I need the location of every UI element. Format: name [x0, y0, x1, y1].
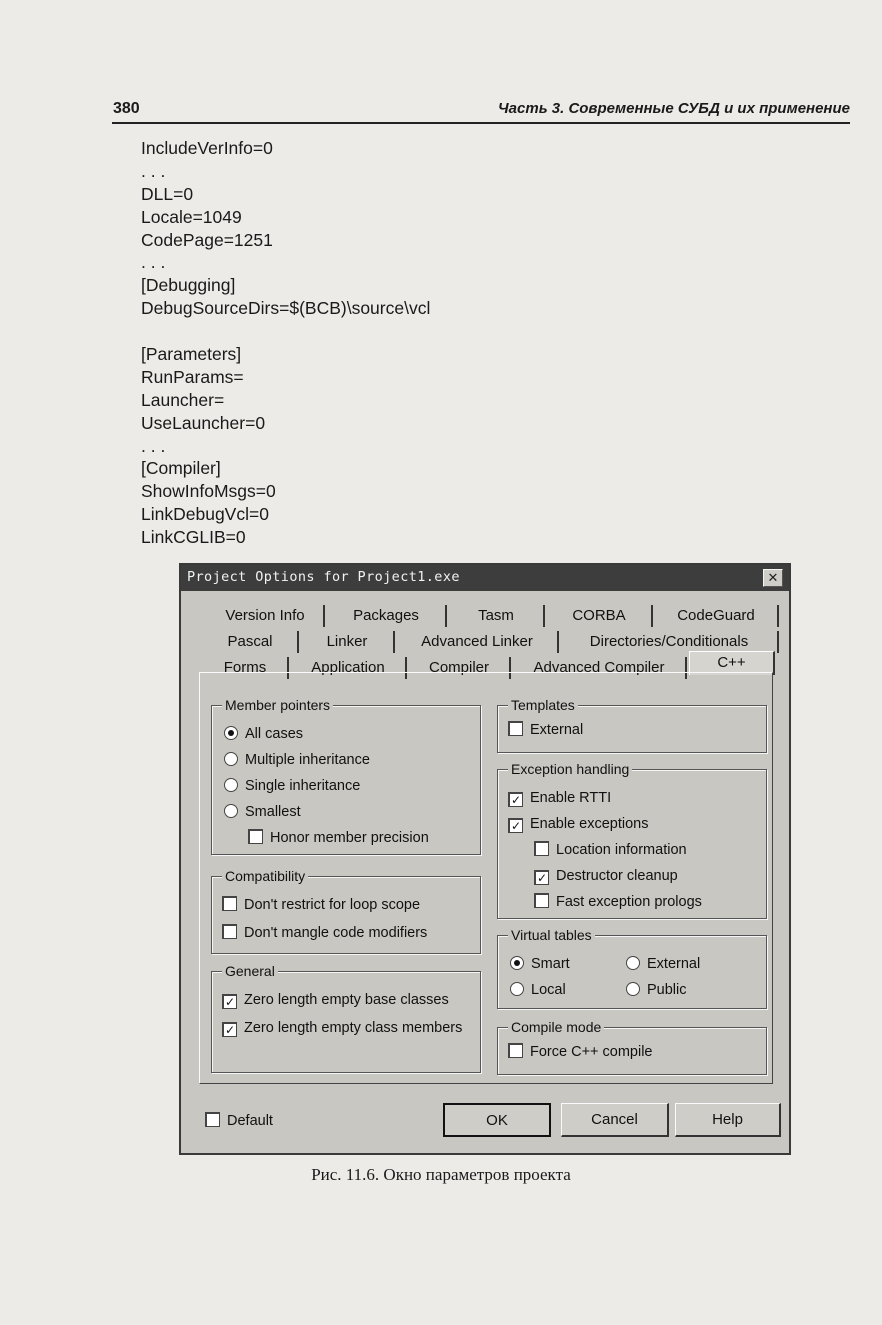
tab-compiler[interactable]: Compiler [409, 657, 511, 679]
radio-icon [510, 982, 524, 996]
checkbox-icon [205, 1112, 220, 1127]
compatibility-title: Compatibility [222, 867, 308, 885]
cancel-button[interactable]: Cancel [561, 1103, 669, 1137]
checkbox-label: Zero length empty base classes [244, 992, 449, 1008]
page-number: 380 [113, 100, 140, 117]
radio-icon [626, 956, 640, 970]
checkbox-templates-external[interactable] [508, 720, 583, 740]
code-line: LinkCGLIB=0 [141, 527, 246, 548]
checkbox-label: Fast exception prologs [556, 894, 702, 910]
checkbox-icon [534, 893, 549, 908]
code-line: DLL=0 [141, 183, 194, 204]
exception-handling-group [497, 761, 767, 919]
checkbox-force-cpp-compile[interactable] [508, 1042, 653, 1062]
tab-codeguard[interactable]: CodeGuard [655, 605, 779, 627]
checkbox-checked-icon: ✓ [508, 792, 523, 807]
radio-label: Multiple inheritance [245, 752, 370, 768]
checkbox-label: Enable RTTI [530, 790, 612, 806]
checkbox-checked-icon: ✓ [222, 994, 237, 1009]
running-header: Часть 3. Современные СУБД и их применение [498, 100, 850, 117]
radio-icon [626, 982, 640, 996]
code-line: IncludeVerInfo=0 [141, 138, 273, 158]
radio-public[interactable] [626, 980, 687, 1000]
general-title: General [222, 962, 278, 980]
checkbox-dont-mangle-code-modifiers[interactable] [222, 923, 427, 943]
checkbox-icon [534, 841, 549, 856]
code-line: CodePage=1251 [141, 229, 273, 250]
radio-external[interactable] [626, 954, 700, 974]
tab-corba[interactable]: CORBA [547, 605, 653, 627]
radio-icon [224, 778, 238, 792]
radio-selected-icon [224, 726, 238, 740]
radio-label: Public [647, 982, 687, 998]
tab-linker[interactable]: Linker [301, 631, 395, 653]
header-rule [112, 122, 850, 124]
radio-label: Single inheritance [245, 778, 361, 794]
tab-packages[interactable]: Packages [327, 605, 447, 627]
checkbox-label: Destructor cleanup [556, 868, 678, 884]
project-options-dialog [179, 563, 791, 1155]
code-line: Locale=1049 [141, 206, 242, 227]
checkbox-label: Don't restrict for loop scope [244, 897, 421, 913]
compile-mode-title: Compile mode [508, 1018, 604, 1036]
checkbox-fast-exception-prologs[interactable] [534, 892, 702, 912]
checkbox-enable-rtti[interactable] [508, 788, 611, 808]
close-icon: ✕ [767, 570, 779, 585]
tab-tasm[interactable]: Tasm [449, 605, 545, 627]
checkbox-location-information[interactable] [534, 840, 687, 860]
compile-mode-group [497, 1019, 767, 1075]
virtual-tables-title: Virtual tables [508, 926, 595, 944]
checkbox-checked-icon: ✓ [534, 870, 549, 885]
checkbox-destructor-cleanup[interactable] [534, 866, 678, 886]
checkbox-default[interactable] [205, 1111, 273, 1131]
radio-label: Smallest [245, 804, 301, 820]
tab-advanced-compiler[interactable]: Advanced Compiler [513, 657, 687, 679]
checkbox-label: Default [227, 1113, 273, 1129]
radio-icon [224, 752, 238, 766]
templates-title: Templates [508, 696, 578, 714]
code-line: ShowInfoMsgs=0 [141, 481, 276, 502]
checkbox-label: Force C++ compile [530, 1044, 653, 1060]
checkbox-icon [508, 721, 523, 736]
checkbox-label: Don't mangle code modifiers [244, 925, 428, 941]
code-line: Launcher= [141, 389, 225, 410]
radio-selected-icon [510, 956, 524, 970]
tab-cpp[interactable]: C++ [689, 651, 775, 675]
code-line: [Debugging] [141, 275, 236, 296]
close-button[interactable] [763, 569, 783, 587]
member-pointers-title: Member pointers [222, 696, 333, 714]
checkbox-label: External [530, 722, 584, 738]
virtual-tables-group [497, 927, 767, 1009]
code-line: . . . [141, 252, 166, 273]
tab-advanced-linker[interactable]: Advanced Linker [397, 631, 559, 653]
code-line: . . . [141, 435, 166, 456]
radio-smart[interactable] [510, 954, 570, 974]
checkbox-icon [508, 1043, 523, 1058]
checkbox-label: Zero length empty class members [244, 1020, 463, 1036]
checkbox-label: Honor member precision [270, 830, 429, 846]
exception-handling-title: Exception handling [508, 760, 632, 778]
radio-icon [224, 804, 238, 818]
ok-button[interactable]: OK [443, 1103, 551, 1137]
radio-label: Smart [531, 956, 570, 972]
checkbox-dont-restrict-loop-scope[interactable] [222, 895, 420, 915]
code-line: UseLauncher=0 [141, 412, 266, 433]
checkbox-enable-exceptions[interactable] [508, 814, 649, 834]
checkbox-zero-length-base-classes[interactable] [222, 990, 449, 1010]
radio-multiple-inheritance[interactable] [224, 750, 370, 770]
member-pointers-group [211, 697, 481, 855]
tab-forms[interactable]: Forms [203, 657, 289, 679]
radio-label: Local [531, 982, 566, 998]
tab-pascal[interactable]: Pascal [203, 631, 299, 653]
checkbox-icon [248, 829, 263, 844]
checkbox-checked-icon: ✓ [222, 1022, 237, 1037]
checkbox-checked-icon: ✓ [508, 818, 523, 833]
radio-single-inheritance[interactable] [224, 776, 360, 796]
code-line [141, 320, 430, 343]
code-line: [Compiler] [141, 458, 221, 479]
templates-group [497, 697, 767, 753]
code-line: [Parameters] [141, 344, 242, 365]
radio-all-cases[interactable] [224, 724, 303, 744]
checkbox-honor-member-precision[interactable] [248, 828, 429, 848]
code-line: . . . [141, 160, 166, 181]
figure-caption: Рис. 11.6. Окно параметров проекта [311, 1165, 571, 1184]
checkbox-label: Location information [556, 842, 687, 858]
tab-directories-conditionals[interactable]: Directories/Conditionals [561, 631, 779, 653]
checkbox-label: Enable exceptions [530, 816, 649, 832]
code-listing [141, 137, 430, 549]
dialog-title: Project Options for Project1.exe [187, 569, 460, 585]
tab-application[interactable]: Application [291, 657, 407, 679]
code-line: LinkDebugVcl=0 [141, 504, 269, 525]
tab-version-info[interactable]: Version Info [207, 605, 325, 627]
checkbox-zero-length-class-members[interactable] [222, 1018, 462, 1038]
checkbox-icon [222, 896, 237, 911]
checkbox-icon [222, 924, 237, 939]
help-button[interactable]: Help [675, 1103, 781, 1137]
compatibility-group [211, 868, 481, 954]
radio-label: All cases [245, 726, 304, 742]
radio-label: External [647, 956, 701, 972]
code-line: DebugSourceDirs=$(BCB)\source\vcl [141, 298, 431, 319]
radio-smallest[interactable] [224, 802, 301, 822]
code-line: RunParams= [141, 366, 244, 387]
title-bar[interactable] [181, 565, 789, 591]
general-group [211, 963, 481, 1073]
radio-local[interactable] [510, 980, 566, 1000]
